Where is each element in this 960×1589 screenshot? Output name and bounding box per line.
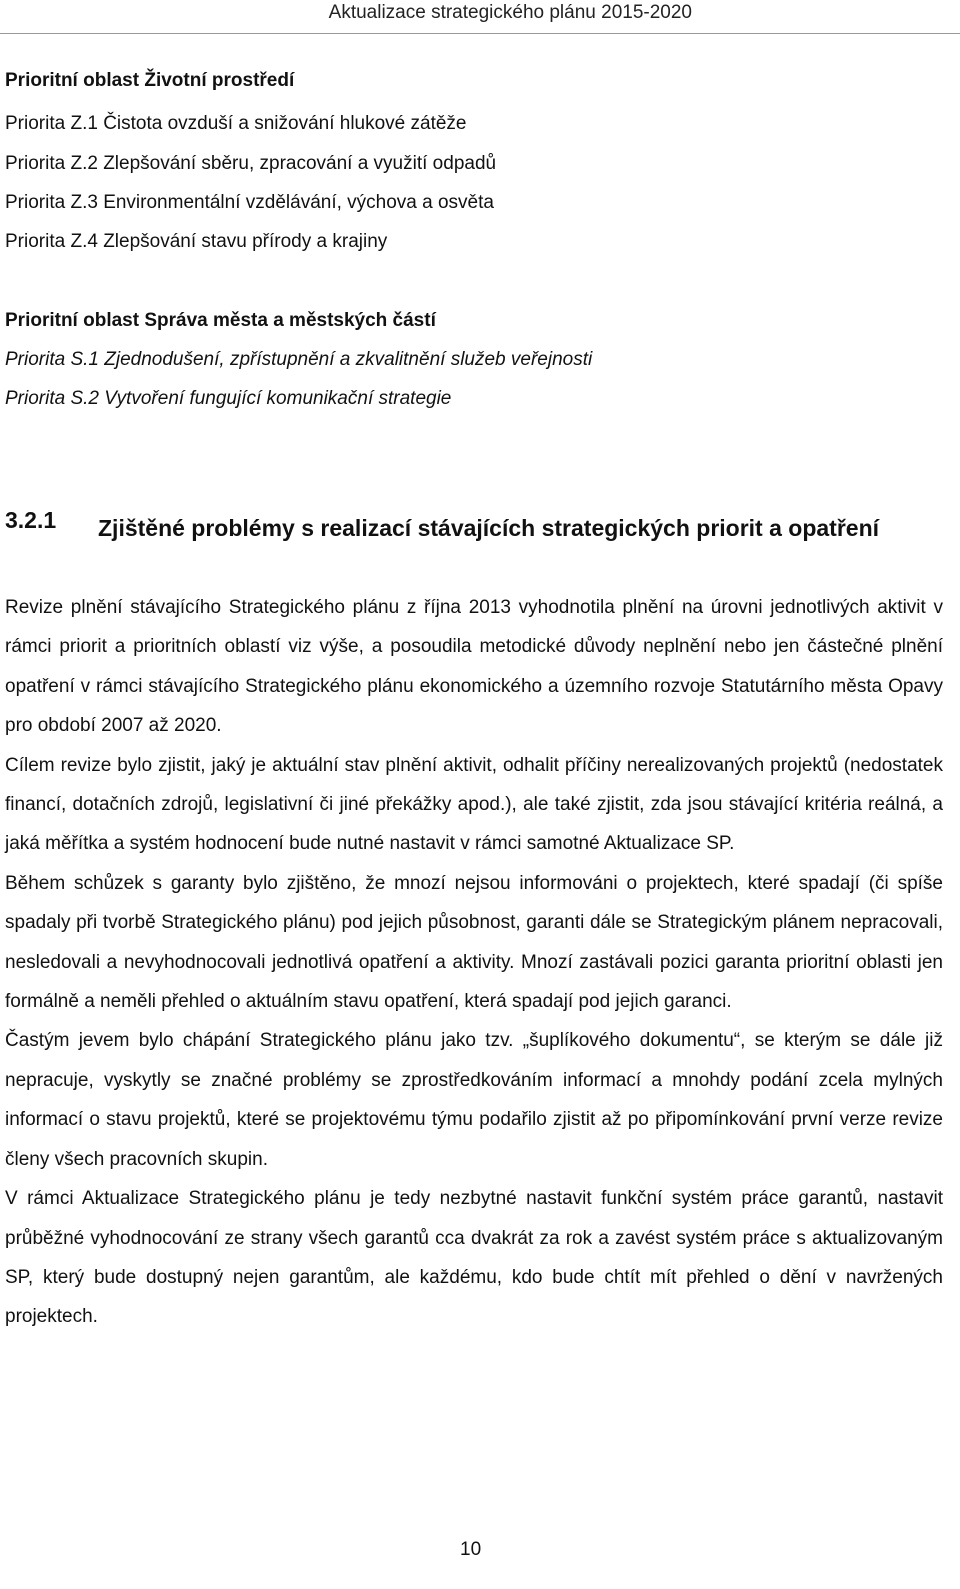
section-heading: Zjištěné problémy s realizací stávajících strategických priorit a opatření bbox=[98, 515, 880, 541]
paragraph: Revize plnění stávajícího Strategického plánu z října 2013 vyhodnotila plnění na úrovni jednotlivých aktivit v rámci priorit a prioritních oblastí viz výše, a posoudila metodické důvody neplnění nebo jen částečné plnění opatření v rámci stávajícího Strategického plánu ekonomického a územního rozvoje Statutárního města Opavy pro období 2007 až 2020. bbox=[5, 597, 943, 737]
priority-item: Priorita S.2 Vytvoření fungující komunikační strategie bbox=[5, 388, 452, 409]
body-text bbox=[5, 588, 943, 1337]
priority-item: Priorita Z.4 Zlepšování stavu přírody a krajiny bbox=[5, 231, 388, 252]
paragraph: V rámci Aktualizace Strategického plánu je tedy nezbytné nastavit funkční systém práce garantů, nastavit průběžné vyhodnocování ze strany všech garantů cca dvakrát za rok a zavést systém práce s aktualizovaným SP, který bude dostupný nejen garantům, ale každému, kdo bude chtít mít přehled o dění v navržených projektech. bbox=[5, 1188, 943, 1328]
running-header: Aktualizace strategického plánu 2015-2020 bbox=[328, 2, 692, 23]
header-divider bbox=[0, 33, 960, 34]
page-number: 10 bbox=[460, 1539, 482, 1560]
priority-item: Priorita S.1 Zjednodušení, zpřístupnění a zkvalitnění služeb veřejnosti bbox=[5, 349, 593, 370]
priority-item: Priorita Z.2 Zlepšování sběru, zpracování a využití odpadů bbox=[5, 153, 497, 174]
priority-item: Priorita Z.1 Čistota ovzduší a snižování hlukové zátěže bbox=[5, 113, 467, 134]
paragraph: Častým jevem bylo chápání Strategického plánu jako tzv. „šuplíkového dokumentu“, se kterým se dále již nepracuje, vyskytly se značné problémy se zprostředkováním informací a mnohdy podání zcela mylných informací o stavu projektů, které se projektovému týmu podařilo zjistit až po připomínkování první verze revize členy všech pracovních skupin. bbox=[5, 1030, 943, 1170]
area-title-administration: Prioritní oblast Správa města a městských částí bbox=[5, 310, 436, 331]
area-title-environment: Prioritní oblast Životní prostředí bbox=[5, 70, 295, 91]
priority-item: Priorita Z.3 Environmentální vzdělávání, výchova a osvěta bbox=[5, 192, 494, 213]
paragraph: Cílem revize bylo zjistit, jaký je aktuální stav plnění aktivit, odhalit příčiny nerealizovaných projektů (nedostatek financí, dotačních zdrojů, legislativní či jiné překážky apod.), ale také zjistit, zda jsou stávající kritéria reálná, a jaká měřítka a systém hodnocení bude nutné nastavit v rámci samotné Aktualizace SP. bbox=[5, 754, 943, 855]
section-number: 3.2.1 bbox=[5, 507, 57, 533]
paragraph: Během schůzek s garanty bylo zjištěno, že mnozí nejsou informováni o projektech, které spadají (či spíše spadaly při tvorbě Strategického plánu) pod jejich působnost, garanti dále se Strategickým plánem nepracovali, nesledovali a nevyhodnocovali jednotlivá opatření a aktivity. Mnozí zastávali pozici garanta prioritní oblasti jen formálně a neměli přehled o aktuálním stavu opatření, která spadají pod jejich garanci. bbox=[5, 872, 943, 1013]
